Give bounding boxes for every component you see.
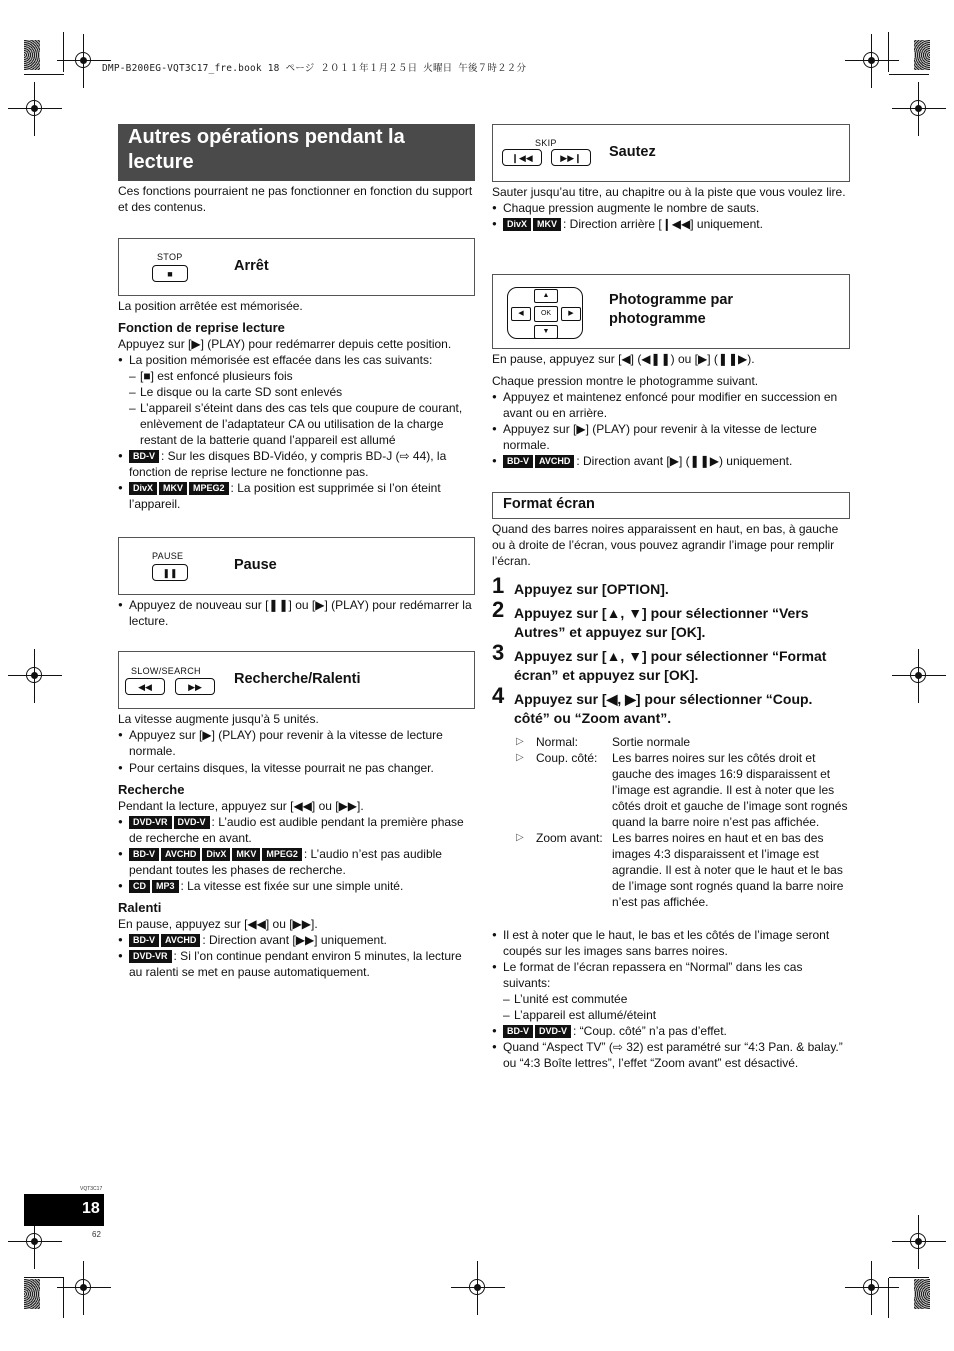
ralenti-bullet-2: ● DVD-VR : Si l’on continue pendant environ 5 minutes, la lecture au ralenti se met en pause automatiquement. — [118, 948, 475, 980]
registration-mark — [18, 92, 52, 126]
page-number: 18 — [82, 1200, 100, 1217]
badge-avchd: AVCHD — [161, 848, 200, 861]
badge-divx: DivX — [503, 218, 531, 231]
stop-icon: ■ — [167, 268, 173, 279]
search-bullet-2: ● Pour certains disques, la vitesse pourrait ne pas changer. — [118, 760, 475, 776]
skip-back-button — [502, 149, 542, 166]
registration-mark — [18, 659, 52, 693]
badge-dvd-v: DVD-V — [535, 1025, 571, 1038]
registration-disc-bottom-left — [24, 1279, 40, 1309]
trim-line — [889, 74, 929, 75]
skip-section-box — [492, 124, 850, 182]
pause-button — [152, 564, 188, 581]
stop-button-caption: STOP — [157, 252, 183, 262]
badge-mkv: MKV — [159, 482, 187, 495]
registration-mark — [855, 1271, 889, 1305]
stop-dash-1: – [■] est enfoncé plusieurs fois — [118, 368, 475, 384]
trim-line — [63, 1278, 64, 1318]
skip-forward-button — [551, 149, 591, 166]
trim-line — [888, 1278, 889, 1318]
trim-line — [24, 1277, 64, 1278]
registration-mark — [18, 1225, 52, 1259]
fast-forward-button — [175, 678, 215, 695]
recherche-bullet-1: ● DVD-VR DVD-V : L’audio est audible pendant la première phase de recherche en avant. — [118, 814, 475, 846]
pause-button-caption: PAUSE — [152, 551, 184, 561]
dpad-right: ▶ — [561, 307, 581, 321]
badge-mp3: MP3 — [152, 880, 179, 893]
stop-description: La position arrêtée est mémorisée. Fonction de reprise lecture Appuyez sur [▶] (PLAY) pour redémarrer depuis cette position. ● La position mémorisée est effacée dans les cas suivants: – [■] est enfoncé plusieurs fois – Le disque ou la carte SD sont enlevés – L’appareil s’éteint dans des cas tels que coupure de courant, enlèvement de l’adaptateur CA ou utilisation de la charge restant de la batterie quand l’appareil est allumé ● BD-V : Sur les disques BD-Vidéo, y compris BD-J (⇨ 44), la fonction de reprise lecture ne fonctionne pas. ● DivX MKV MPEG2 : La position est supprimée si l’on éteint l’appareil. — [118, 298, 475, 512]
stop-bullet-1: ● La position mémorisée est effacée dans les cas suivants: — [118, 352, 475, 368]
registration-mark — [67, 44, 101, 78]
pause-icon: ❚❚ — [162, 567, 178, 578]
frame-desc-2: Chaque pression montre le photogramme suivant. — [492, 374, 759, 388]
search-title: Recherche/Ralenti — [234, 671, 361, 687]
trim-line — [63, 32, 64, 72]
badge-bd-v: BD-V — [503, 1025, 533, 1038]
format-bullet-3: ● BD-V DVD-V : “Coup. côté” n’a pas d’effet. — [492, 1023, 850, 1039]
rewind-icon: ◀◀ — [138, 681, 152, 692]
dpad-control — [507, 287, 583, 339]
pause-bullet-1: ● Appuyez de nouveau sur [❚❚] ou [▶] (PLAY) pour redémarrer la lecture. — [118, 597, 475, 629]
format-options — [516, 734, 850, 910]
format-steps — [492, 573, 850, 728]
format-description: Quand des barres noires apparaissent en haut, en bas, à gauche ou à droite de l’écran, vous pouvez agrandir l’image pour remplir l’écran. — [492, 522, 839, 568]
badge-bd-v: BD-V — [503, 455, 533, 468]
badge-bd-v: BD-V — [129, 848, 159, 861]
registration-mark — [67, 1271, 101, 1305]
badge-dvd-vr: DVD-VR — [129, 816, 172, 829]
page-number-alt: 62 — [92, 1230, 101, 1239]
pause-description — [118, 597, 475, 629]
registration-disc-top-right — [914, 40, 930, 70]
resume-text: Appuyez sur [▶] (PLAY) pour redémarrer depuis cette position. — [118, 337, 452, 351]
registration-disc-bottom-right — [914, 1279, 930, 1309]
skip-forward-icon: ▶▶❙ — [560, 152, 582, 163]
format-dash-1: – L’unité est commutée — [492, 991, 850, 1007]
frame-section-box — [492, 274, 850, 349]
badge-dvd-v: DVD-V — [174, 816, 210, 829]
recherche-bullet-3: ● CD MP3 : La vitesse est fixée sur une simple unité. — [118, 878, 475, 894]
search-section-box — [118, 651, 475, 709]
fast-forward-icon: ▶▶ — [188, 681, 202, 692]
badge-bd-v: BD-V — [129, 450, 159, 463]
trim-line — [24, 74, 64, 75]
model-code: VQT3C17 — [80, 1186, 103, 1192]
badge-mkv: MKV — [533, 218, 561, 231]
trim-line — [889, 1277, 929, 1278]
skip-button-caption: SKIP — [535, 138, 557, 148]
pause-title: Pause — [234, 557, 277, 573]
registration-mark — [902, 659, 936, 693]
format-bullet-1: ● Il est à noter que le haut, le bas et les côtés de l’image seront coupés sur les images sans barres noires. — [492, 927, 850, 959]
badge-avchd: AVCHD — [161, 934, 200, 947]
page-title: Autres opérations pendant la lecture — [118, 124, 475, 181]
stop-button — [152, 265, 188, 282]
dpad-left: ◀ — [511, 307, 531, 321]
resume-title: Fonction de reprise lecture — [118, 320, 285, 335]
format-bullet-4: ● Quand “Aspect TV” (⇨ 32) est paramétré sur “4:3 Pan. & balay.” ou “4:3 Boîte lettres”, l’effet “Zoom avant” est désactivé. — [492, 1039, 850, 1071]
skip-bullet-1: ● Chaque pression augmente le nombre de sauts. — [492, 200, 850, 216]
format-notes — [492, 927, 850, 1071]
skip-description: Sauter jusqu’au titre, au chapitre ou à la piste que vous voulez lire. ● Chaque pression augmente le nombre de sauts. ● DivX MKV : Direction arrière [❙◀◀] uniquement. — [492, 184, 850, 232]
ralenti-text: En pause, appuyez sur [◀◀] ou [▶▶]. — [118, 917, 318, 931]
file-info-header: DMP-B200EG-VQT3C17_fre.book 18 ページ ２０１１年１月２５日 火曜日 午後７時２２分 — [102, 63, 527, 74]
ralenti-bullet-1: ● BD-V AVCHD : Direction avant [▶▶] uniquement. — [118, 932, 475, 948]
frame-title: Photogramme par photogramme — [609, 292, 734, 327]
stop-title: Arrêt — [234, 258, 269, 274]
search-button-caption: SLOW/SEARCH — [131, 666, 201, 676]
badge-mpeg2: MPEG2 — [262, 848, 302, 861]
badge-cd: CD — [129, 880, 150, 893]
badge-mpeg2: MPEG2 — [189, 482, 229, 495]
badge-divx: DivX — [129, 482, 157, 495]
registration-mark — [855, 44, 889, 78]
skip-back-icon: ❙◀◀ — [511, 152, 533, 163]
format-bullet-2: ● Le format de l’écran repassera en “Normal” dans les cas suivants: — [492, 959, 850, 991]
dpad-down: ▼ — [534, 325, 558, 339]
registration-mark — [902, 92, 936, 126]
stop-bullet-3: ● DivX MKV MPEG2 : La position est supprimée si l’on éteint l’appareil. — [118, 480, 475, 512]
frame-bullet-3: ● BD-V AVCHD : Direction avant [▶] (❚❚▶) uniquement. — [492, 453, 850, 469]
badge-mkv: MKV — [232, 848, 260, 861]
frame-description: En pause, appuyez sur [◀] (◀❚❚) ou [▶] (❚❚▶). Chaque pression montre le photogramme suivant. ● Appuyez et maintenez enfoncé pour modifier en succession en avant ou en arrière. ● Appuyez sur [▶] (PLAY) pour revenir à la vitesse de lecture normale. ● BD-V AVCHD : Direction avant [▶] (❚❚▶) uniquement. — [492, 351, 850, 469]
skip-bullet-2: ● DivX MKV : Direction arrière [❙◀◀] uniquement. — [492, 216, 850, 232]
stop-dash-3: – L’appareil s’éteint dans des cas tels que coupure de courant, enlèvement de l’adaptateur CA ou utilisation de la charge restant de la batterie quand l’appareil est allumé — [118, 400, 475, 448]
badge-bd-v: BD-V — [129, 934, 159, 947]
search-bullet-1: ● Appuyez sur [▶] (PLAY) pour revenir à la vitesse de lecture normale. — [118, 727, 475, 759]
format-title: Format écran — [492, 492, 850, 519]
recherche-title: Recherche — [118, 782, 185, 797]
intro-text: Ces fonctions pourraient ne pas fonctionner en fonction du support et des contenus. — [118, 184, 473, 214]
rewind-button — [125, 678, 165, 695]
stop-section-box — [118, 238, 475, 296]
step-4: 4 Appuyez sur [◀, ▶] pour sélectionner “Coup. côté” ou “Zoom avant”. — [492, 683, 813, 726]
recherche-bullet-2: ● BD-V AVCHD DivX MKV MPEG2 : L’audio n’est pas audible pendant toutes les phases de recherche. — [118, 846, 475, 878]
stop-dash-2: – Le disque ou la carte SD sont enlevés — [118, 384, 475, 400]
registration-disc-top-left — [24, 40, 40, 70]
registration-mark — [461, 1271, 495, 1305]
step-3: 3 Appuyez sur [▲, ▼] pour sélectionner “Format écran” et appuyez sur [OK]. — [492, 640, 827, 683]
frame-bullet-2: ● Appuyez sur [▶] (PLAY) pour revenir à la vitesse de lecture normale. — [492, 421, 850, 453]
frame-bullet-1: ● Appuyez et maintenez enfoncé pour modifier en succession en avant ou en arrière. — [492, 389, 850, 421]
stop-bullet-2: ● BD-V : Sur les disques BD-Vidéo, y compris BD-J (⇨ 44), la fonction de reprise lecture ne fonctionne pas. — [118, 448, 475, 480]
badge-avchd: AVCHD — [535, 455, 574, 468]
badge-dvd-vr: DVD-VR — [129, 950, 172, 963]
step-2: 2 Appuyez sur [▲, ▼] pour sélectionner “Vers Autres” et appuyez sur [OK]. — [492, 597, 809, 640]
option-zoom-avant: ▷ Zoom avant: Les barres noires en haut et en bas des images 4:3 disparaissent et l’image est agrandie. Il est à noter que le haut et le bas de l’image sont rognés quand la barre noire n’est pas affichée. — [516, 831, 844, 909]
dpad-up: ▲ — [534, 289, 558, 303]
option-coup-cote: ▷ Coup. côté: Les barres noires sur les côtés droit et gauche des images 16:9 disparaissent et l’image est agrandie. Il est à noter que les côtés droit et gauche de l’image sont rognés quand la barre noire n’est pas affichée. — [516, 751, 848, 829]
recherche-text: Pendant la lecture, appuyez sur [◀◀] ou [▶▶]. — [118, 799, 364, 813]
ok-button: OK — [534, 306, 558, 322]
skip-title: Sautez — [609, 144, 656, 160]
search-description: La vitesse augmente jusqu’à 5 unités. ● Appuyez sur [▶] (PLAY) pour revenir à la vitesse de lecture normale. ● Pour certains disques, la vitesse pourrait ne pas changer. Recherche Pendant la lecture, appuyez sur [◀◀] ou [▶▶]. ● DVD-VR DVD-V : L’audio est audible pendant la première phase de recherche en avant. ● BD-V AVCHD DivX MKV MPEG2 : L’audio n’est pas audible pendant toutes les phases de recherche. ● CD MP3 : La vitesse est fixée sur une simple unité. Ralenti En pause, appuyez sur [◀◀] ou [▶▶]. ● BD-V AVCHD : Direction avant [▶▶] uniquement. ● DVD-VR : Si l’on continue pendant environ 5 minutes, la lecture au ralenti se met en pause automatiquement. — [118, 711, 475, 980]
option-normal: ▷ Normal: Sortie normale — [516, 735, 691, 749]
badge-divx: DivX — [202, 848, 230, 861]
trim-line — [888, 32, 889, 72]
registration-mark — [902, 1225, 936, 1259]
ralenti-title: Ralenti — [118, 900, 162, 915]
pause-section-box — [118, 537, 475, 595]
format-dash-2: – L’appareil est allumé/éteint — [492, 1007, 850, 1023]
step-1: 1 Appuyez sur [OPTION]. — [492, 573, 669, 598]
